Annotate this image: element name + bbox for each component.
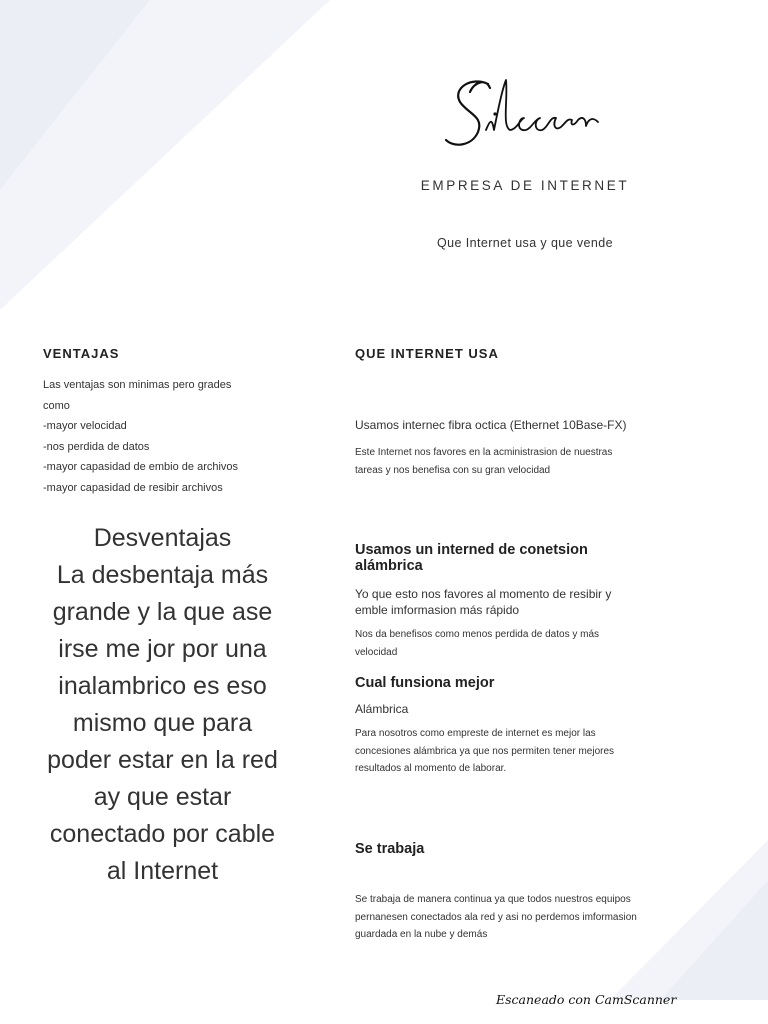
trabaja-body-line: Se trabaja de manera continua ya que todos nuestros equipos [355, 894, 631, 905]
company-subtitle: EMPRESA DE INTERNET [420, 178, 630, 193]
tagline: Que Internet usa y que vende [437, 236, 613, 250]
ventajas-line: -mayor velocidad [43, 420, 127, 432]
ventajas-line: -mayor capasidad de embio de archivos [43, 461, 239, 473]
conetsion-line-text: Yo que esto nos favores al momento de resibir y [355, 587, 612, 601]
conetsion-title-line: Usamos un interned de conetsion [355, 542, 588, 558]
conetsion-body [355, 626, 599, 661]
mejor-title: Cual funsiona mejor [355, 675, 495, 691]
desventajas-line: ay que estar [93, 783, 232, 811]
que-internet-line: Usamos internec fibra octica (Ethernet 10Base-FX) [355, 418, 627, 432]
ventajas-heading: VENTAJAS [43, 346, 120, 361]
mejor-body-line: concesiones alámbrica ya que nos permiten tener mejores [355, 745, 615, 757]
logo-s-stroke [446, 81, 490, 144]
desventajas-line: mismo que para [72, 709, 253, 737]
que-internet-body-line: Este Internet nos favores en la acministrasion de nuestras [355, 447, 613, 458]
conetsion-line-text: emble imformasion más rápido [355, 602, 520, 617]
trabaja-body-line: guardada en la nube y demás [355, 929, 488, 940]
conetsion-title [355, 542, 588, 574]
desventajas-line: irse me jor por una [58, 635, 267, 663]
trabaja-body [355, 891, 637, 944]
desventajas-line: grande y la que ase [52, 598, 273, 626]
silcon-logo [440, 70, 640, 165]
desventajas-line: conectado por cable [49, 820, 276, 848]
ventajas-line: -mayor capasidad de resibir archivos [43, 481, 223, 494]
conetsion-title-line: alámbrica [355, 558, 423, 574]
ventajas-list [43, 375, 238, 498]
que-internet-body [355, 444, 612, 479]
mejor-body [355, 725, 614, 778]
logo-ilcon-stroke [486, 80, 598, 130]
que-internet-heading: QUE INTERNET USA [355, 346, 499, 361]
trabaja-title: Se trabaja [355, 841, 425, 857]
desventajas-line: inalambrico es eso [58, 672, 267, 700]
mejor-body-line: Para nosotros como empreste de internet es mejor las [355, 728, 596, 739]
desventajas-block [20, 520, 305, 890]
mejor-line: Alámbrica [355, 702, 409, 716]
camscanner-footer: Escaneado con CamScanner [496, 992, 677, 1007]
desventajas-line: Desventajas [93, 524, 232, 552]
desventajas-line: poder estar en la red [47, 746, 278, 774]
mejor-body-line: resultados al momento de laborar. [355, 763, 507, 774]
ventajas-line: Las ventajas son minimas pero grades [43, 379, 232, 391]
que-internet-body-line: tareas y nos benefisa con su gran velocidad [355, 464, 551, 476]
desventajas-line: La desbentaja más [56, 561, 269, 589]
conetsion-body-line: velocidad [355, 646, 398, 658]
ventajas-line: -nos perdida de datos [43, 440, 150, 453]
trabaja-body-line: pernanesen conectados ala red y asi no perdemos imformasion [355, 911, 637, 923]
desventajas-line: al Internet [106, 857, 219, 885]
conetsion-line [355, 587, 611, 618]
logo-i-dot [493, 112, 496, 115]
ventajas-line: como [43, 399, 70, 412]
conetsion-body-line: Nos da benefisos como menos perdida de datos y más [355, 629, 600, 640]
